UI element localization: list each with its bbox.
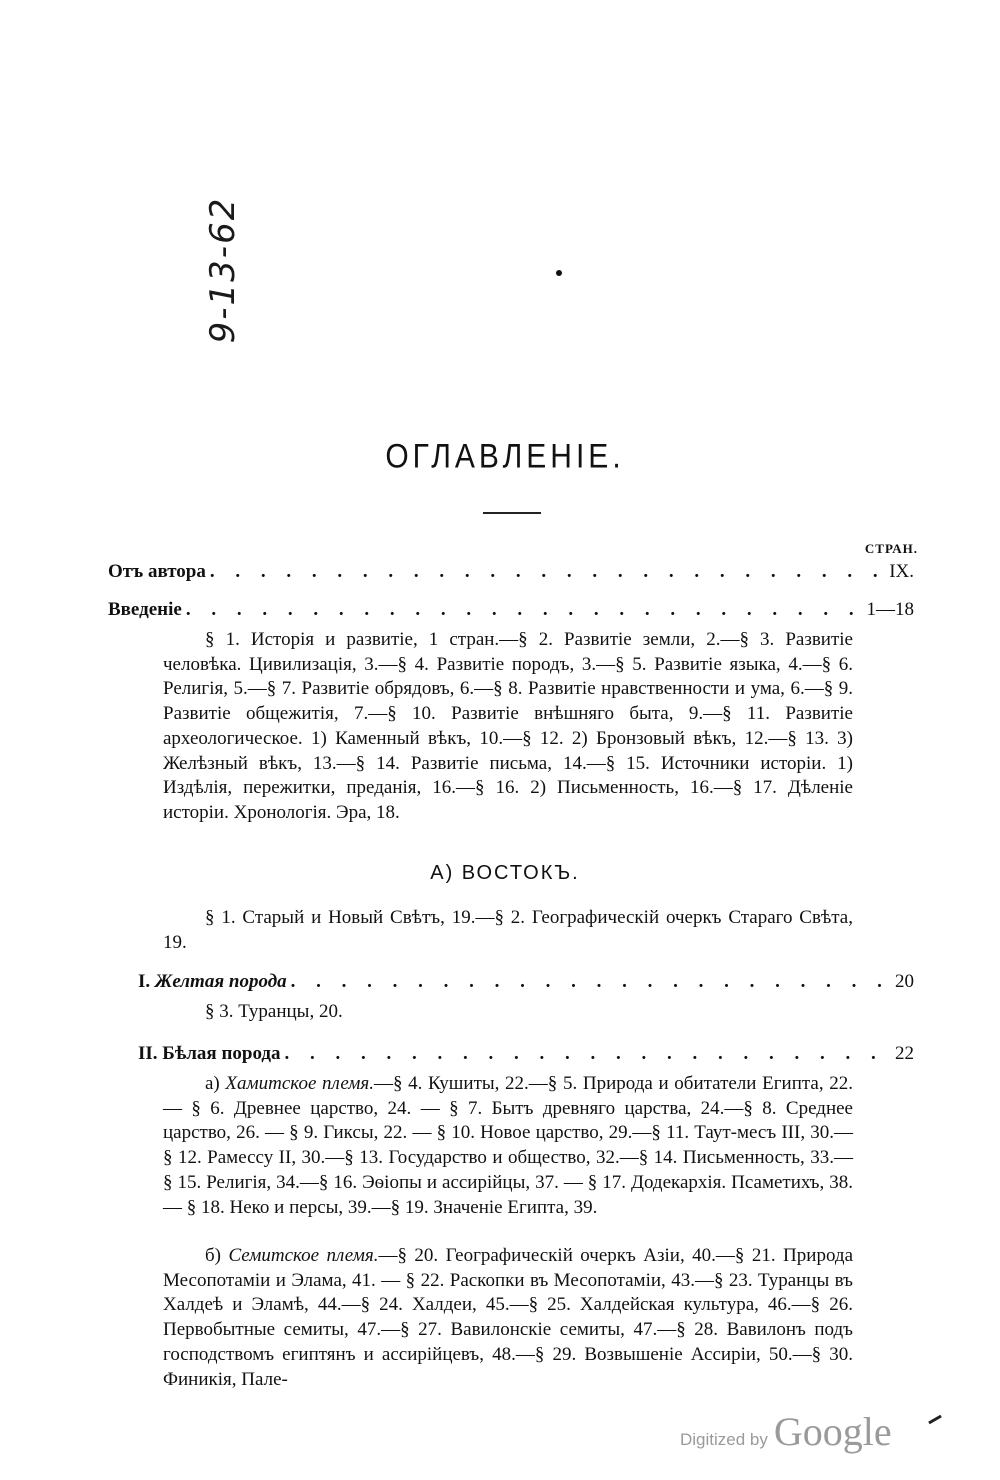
tribe-name: Семитское племя. — [228, 1245, 379, 1266]
semitic-tribe-paragraph — [163, 1244, 853, 1392]
toc-entry-page: 20 — [895, 971, 914, 992]
item-letter: а) — [205, 1073, 220, 1094]
dot-leader — [285, 1042, 889, 1066]
dot-leader — [210, 560, 883, 584]
dot-leader — [186, 598, 861, 622]
yellow-race-paragraph: § 3. Туранцы, 20. — [205, 1001, 343, 1022]
tribe-name: Хамитское племя. — [225, 1073, 374, 1094]
ink-mark — [928, 1415, 942, 1425]
toc-entry-number: I. — [138, 971, 151, 992]
digitized-watermark — [680, 1408, 892, 1455]
page-title: ОГЛАВЛЕНІЕ. — [385, 437, 625, 476]
toc-entry-page: 22 — [895, 1043, 914, 1064]
tribe-contents: —§ 20. Географическій очеркъ Азіи, 40.—§ 21. Природа Месопотаміи и Элама, 41. — § 22. Раскопки въ Месопотаміи, 43.—§ 23. Туранцы въ Халдеѣ и Эламѣ, 44.—§ 24. Халдеи, 45.—§ 25. Халдейская культура, 46.—§ 26. Первобытные семиты, 47.—§ 27. Вавилонскіе семиты, 47.—§ 28. Вавилонъ подъ господствомъ египтянъ и ассирійцевъ, 48.—§ 29. Возвышеніе Ассиріи, 50.—§ 30. Финикія, Пале- — [163, 1245, 853, 1390]
toc-entry-page: 1—18 — [866, 599, 914, 620]
toc-entry-white-race[interactable] — [138, 1042, 914, 1066]
tribe-contents: —§ 4. Кушиты, 22.—§ 5. Природа и обитатели Египта, 22. — § 6. Древнее царство, 24. — § 7. Бытъ древняго царства, 24.—§ 8. Среднее царство, 26. — § 9. Гиксы, 22. — § 10. Новое царство, 29.—§ 11. Таут-месъ III, 30.—§ 12. Рамессу II, 30.—§ 13. Государство и общество, 32.—§ 14. Письменность, 33.—§ 15. Религія, 34.—§ 16. Эѳіопы и ассирійцы, 37. — § 17. Додекархія. Псаметихъ, 38. — § 18. Неко и персы, 39.—§ 19. Значеніе Египта, 39. — [163, 1073, 853, 1218]
section-heading-east: А) ВОСТОКЪ. — [430, 862, 580, 884]
east-contents-paragraph: § 1. Старый и Новый Свѣтъ, 19.—§ 2. Географическій очеркъ Стараго Свѣта, 19. — [163, 907, 853, 953]
toc-entry-author[interactable] — [108, 560, 914, 584]
hamitic-tribe-paragraph — [163, 1072, 853, 1220]
toc-entry-intro[interactable] — [108, 598, 914, 622]
toc-entry-label: Бѣлая порода — [162, 1043, 281, 1064]
page-column-header: СТРАН. — [864, 541, 918, 556]
watermark-prefix: Digitized by — [680, 1430, 768, 1449]
ink-dot — [556, 270, 562, 276]
handwritten-note: 9-13-62 — [203, 196, 243, 344]
toc-entry-label: Желтая порода — [154, 971, 287, 992]
dot-leader — [291, 970, 889, 994]
toc-entry-page: IX. — [889, 561, 914, 582]
toc-entry-number: II. — [138, 1043, 158, 1064]
toc-entry-label: Отъ автора — [108, 561, 206, 582]
google-logo: Google — [773, 1409, 892, 1454]
item-letter: б) — [205, 1245, 221, 1266]
toc-entry-label: Введеніе — [108, 599, 182, 620]
toc-entry-yellow-race[interactable] — [138, 970, 914, 994]
intro-contents-paragraph: § 1. Исторія и развитіе, 1 стран.—§ 2. Развитіе земли, 2.—§ 3. Развитіе человѣка. Цивилизація, 3.—§ 4. Развитіе породъ, 3.—§ 5. Развитіе языка, 4.—§ 6. Религія, 5.—§ 7. Развитіе обрядовъ, 6.—§ 8. Развитіе нравственности и ума, 6.—§ 9. Развитіе общежитія, 7.—§ 10. Развитіе внѣшняго быта, 9.—§ 11. Развитіе археологическое. 1) Каменный вѣкъ, 10.—§ 12. 2) Бронзовый вѣкъ, 12.—§ 13. 3) Желѣзный вѣкъ, 13.—§ 14. Развитіе письма, 14.—§ 15. Источники исторіи. 1) Издѣлія, пережитки, преданія, 16.—§ 16. 2) Письменность, 16.—§ 17. Дѣленіе исторіи. Хронологія. Эра, 18. — [163, 629, 853, 823]
title-rule — [483, 512, 541, 514]
